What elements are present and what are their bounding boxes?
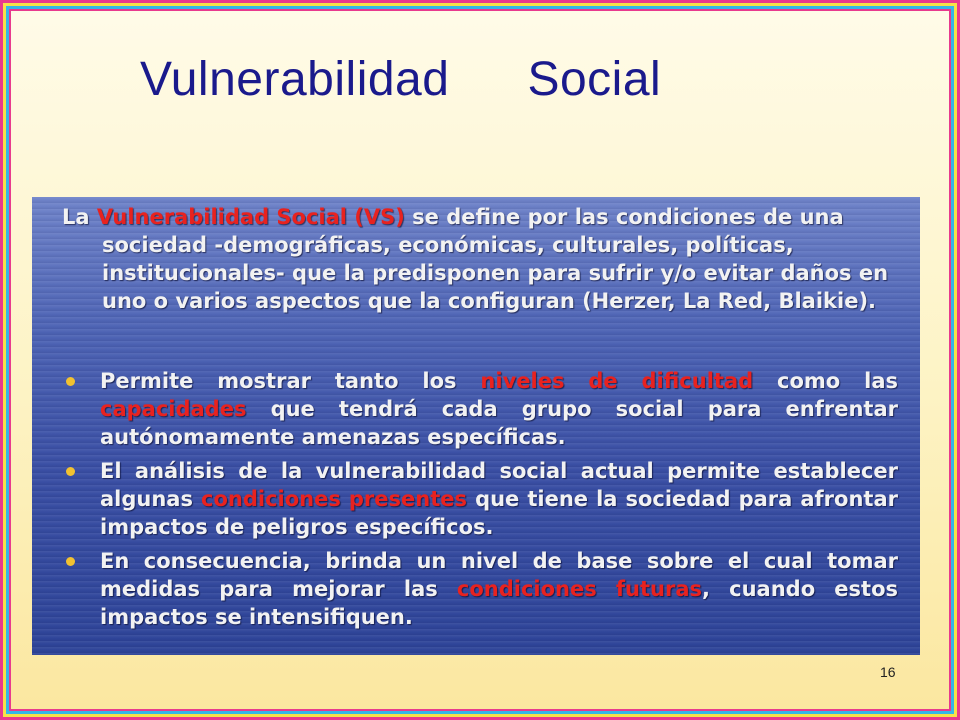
bullet-item-2 <box>62 457 898 541</box>
intro-highlight: Vulnerabilidad Social (VS) <box>96 205 405 229</box>
bullet-item-1 <box>62 367 898 451</box>
bullet-2-text-1: El análisis de la vulnerabilidad social actual permite establecer algunas <box>100 459 898 511</box>
page-number: 16 <box>880 664 896 680</box>
intro-rest: se define por las condiciones de una sociedad -demográficas, económicas, culturales, políticas, institucionales- que la predisponen para sufrir y/o evitar daños en uno o varios aspectos que la configuran (Herzer, La Red, Blaikie). <box>102 205 889 313</box>
content-panel <box>32 197 920 655</box>
bullet-dot-icon <box>66 377 75 386</box>
bullet-1-text-1: Permite mostrar tanto los <box>100 369 481 393</box>
bullet-dot-icon <box>66 467 75 476</box>
bullet-2-text-2: que tiene la sociedad para afrontar impactos de peligros específicos. <box>100 487 898 539</box>
intro-paragraph <box>62 203 902 315</box>
bullet-1-text-3: que tendrá cada grupo social para enfrentar autónomamente amenazas específicas. <box>100 397 898 449</box>
bullet-1-highlight-2: capacidades <box>100 397 247 421</box>
bullet-1-highlight-1: niveles de dificultad <box>480 369 754 393</box>
bullet-list <box>62 367 898 637</box>
slide-title <box>140 52 840 107</box>
bullet-3-text-1: En consecuencia, brinda un nivel de base sobre el cual tomar medidas para mejorar las <box>100 549 898 601</box>
bullet-3-text-2: , cuando estos impactos se intensifiquen. <box>100 577 898 629</box>
intro-lead: La <box>62 205 97 229</box>
title-word-2: Social <box>527 53 662 106</box>
bullet-item-3 <box>62 547 898 631</box>
bullet-2-highlight-1: condiciones presentes <box>201 487 468 511</box>
bullet-3-highlight-1: condiciones futuras <box>456 577 703 601</box>
bullet-dot-icon <box>66 557 75 566</box>
bullet-1-text-2: como las <box>753 369 898 393</box>
title-word-1: Vulnerabilidad <box>140 53 450 106</box>
